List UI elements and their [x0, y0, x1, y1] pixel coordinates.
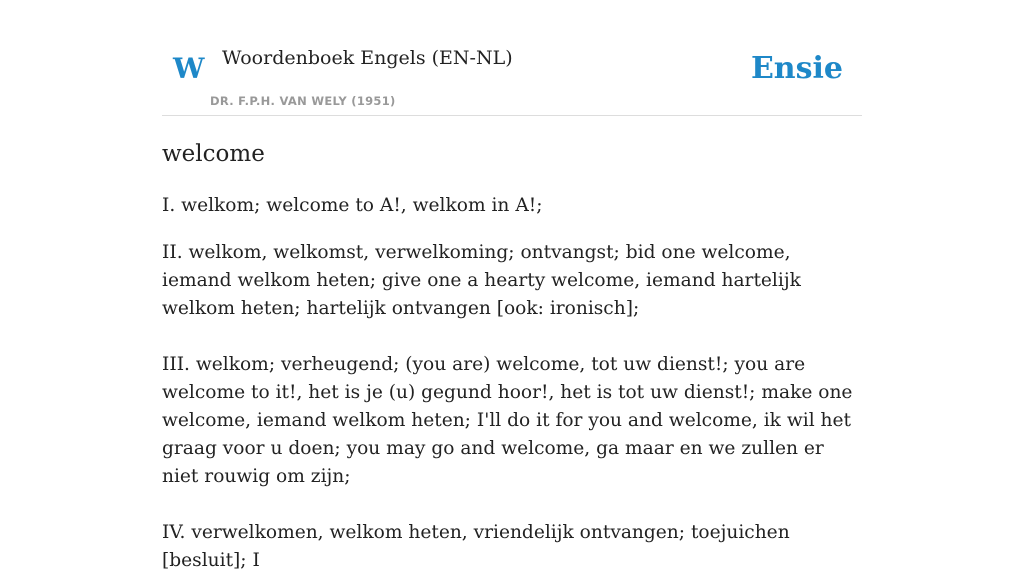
- dictionary-logo-icon[interactable]: W: [173, 52, 205, 85]
- ensie-logo[interactable]: Ensie: [750, 51, 843, 86]
- headword: welcome: [162, 141, 265, 167]
- sense-1: I. welkom; welcome to A!, welkom in A!;: [162, 195, 543, 216]
- dictionary-title[interactable]: Woordenboek Engels (EN-NL): [222, 47, 513, 69]
- dictionary-author: DR. F.P.H. VAN WELY (1951): [210, 94, 396, 108]
- dictionary-header: [162, 0, 862, 116]
- sense-3: III. welkom; verheugend; (you are) welcome, tot uw dienst!; you are welcome to it!, het is je (u) gegund hoor!, het is tot uw dienst!; make one welcome, iemand welkom heten; I'll do it for you and welcome, ik wil het graag voor u doen; you may go and welcome, ga maar en we zullen er niet rouwig om zijn;: [162, 354, 853, 487]
- sense-2: II. welkom, welkomst, verwelkoming; ontvangst; bid one welcome, iemand welkom heten; give one a hearty welcome, iemand hartelijk welkom heten; hartelijk ontvangen [ook: ironisch];: [162, 242, 801, 319]
- sense-4: IV. verwelkomen, welkom heten, vriendelijk ontvangen; toejuichen [besluit]; I: [162, 522, 790, 571]
- entry-definition: [162, 192, 862, 575]
- page: [162, 0, 862, 571]
